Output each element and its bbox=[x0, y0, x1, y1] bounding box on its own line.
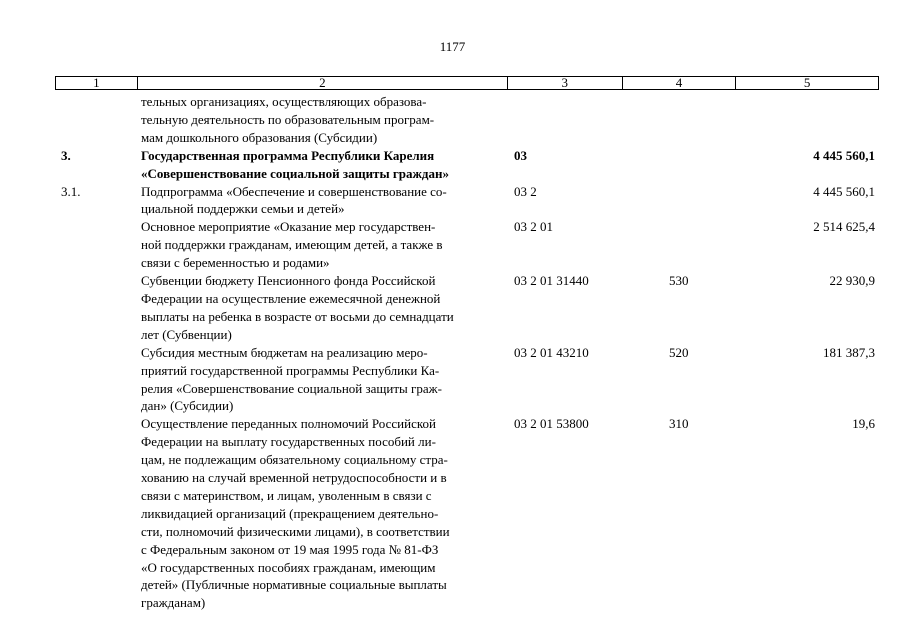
header-col-4: 4 bbox=[623, 77, 737, 89]
row-code: 03 2 01 53800 bbox=[514, 416, 589, 432]
table-row bbox=[55, 147, 879, 183]
row-code: 03 2 01 43210 bbox=[514, 344, 589, 360]
row-code: 03 2 01 31440 bbox=[514, 273, 589, 289]
row-number bbox=[55, 218, 137, 272]
row-sum bbox=[737, 93, 879, 147]
table-row bbox=[55, 218, 879, 272]
row-name: Основное мероприятие «Оказание мер государствен- ной поддержки гражданам, имеющим детей, а также в связи с беременностью и родами» bbox=[141, 219, 443, 271]
row-name: Осуществление переданных полномочий Российской Федерации на выплату государственных пособий ли- цам, не подлежащим обязательному социальному стра- хованию на случай временной нетрудоспособности и в связи с материнством, и лицам, уволенным в связи с ликвидацией организаций (прекращением деятельно- сти, полномочий физическими лицами), в соответствии с Федеральным законом от 19 мая 1995 года № 81-ФЗ «О государственных пособиях гражданам, имеющим детей» (Публичные нормативные социальные выплаты гражданам) bbox=[141, 416, 450, 611]
header-col-3: 3 bbox=[508, 77, 623, 89]
row-number bbox=[55, 93, 137, 147]
row-name: Субсидия местным бюджетам на реализацию меро- приятий государственной программы Республики Ка- релия «Совершенствование социальной защиты граж- дан» (Субсидии) bbox=[141, 344, 442, 414]
row-sum: 4 445 560,1 bbox=[813, 183, 875, 199]
row-name: Подпрограмма «Обеспечение и совершенствование со- циальной поддержки семьи и детей» bbox=[141, 183, 447, 217]
header-col-2: 2 bbox=[138, 77, 508, 89]
table-row bbox=[55, 93, 879, 147]
row-name: Субвенции бюджету Пенсионного фонда Российской Федерации на осуществление ежемесячной денежной выплаты на ребенка в возрасте от восьми до семнадцати лет (Субвенции) bbox=[141, 273, 454, 342]
row-expense-type bbox=[623, 93, 737, 147]
row-expense-type bbox=[623, 183, 737, 219]
row-expense-type bbox=[623, 218, 737, 272]
table-row bbox=[55, 272, 879, 344]
table-row bbox=[55, 183, 879, 219]
row-code: 03 bbox=[514, 147, 527, 163]
row-number: 3. bbox=[61, 147, 71, 163]
header-col-1: 1 bbox=[56, 77, 138, 89]
row-code: 03 2 bbox=[514, 183, 537, 199]
row-number: 3.1. bbox=[61, 183, 81, 199]
row-expense-type bbox=[623, 147, 737, 183]
row-number bbox=[55, 415, 137, 612]
table-header bbox=[55, 76, 879, 90]
row-sum: 19,6 bbox=[852, 416, 875, 432]
row-expense-type: 520 bbox=[669, 344, 689, 360]
row-name: Государственная программа Республики Карелия «Совершенствование социальной защиты граждан» bbox=[141, 147, 449, 181]
row-name: тельных организациях, осуществляющих образова- тельную деятельность по образовательным програм- мам дошкольного образования (Субсидии) bbox=[141, 94, 435, 145]
row-sum: 22 930,9 bbox=[829, 273, 875, 289]
row-sum: 4 445 560,1 bbox=[813, 147, 875, 163]
row-expense-type: 530 bbox=[669, 273, 689, 289]
table-row bbox=[55, 344, 879, 416]
table-row bbox=[55, 415, 879, 612]
row-number bbox=[55, 344, 137, 416]
row-number bbox=[55, 272, 137, 344]
page-number: 1177 bbox=[439, 39, 466, 54]
row-code bbox=[508, 93, 623, 147]
table-body bbox=[55, 93, 879, 612]
row-expense-type: 310 bbox=[669, 416, 689, 432]
header-col-5: 5 bbox=[803, 75, 811, 90]
row-sum: 181 387,3 bbox=[823, 344, 875, 360]
row-code: 03 2 01 bbox=[514, 219, 553, 235]
row-sum: 2 514 625,4 bbox=[813, 219, 875, 235]
